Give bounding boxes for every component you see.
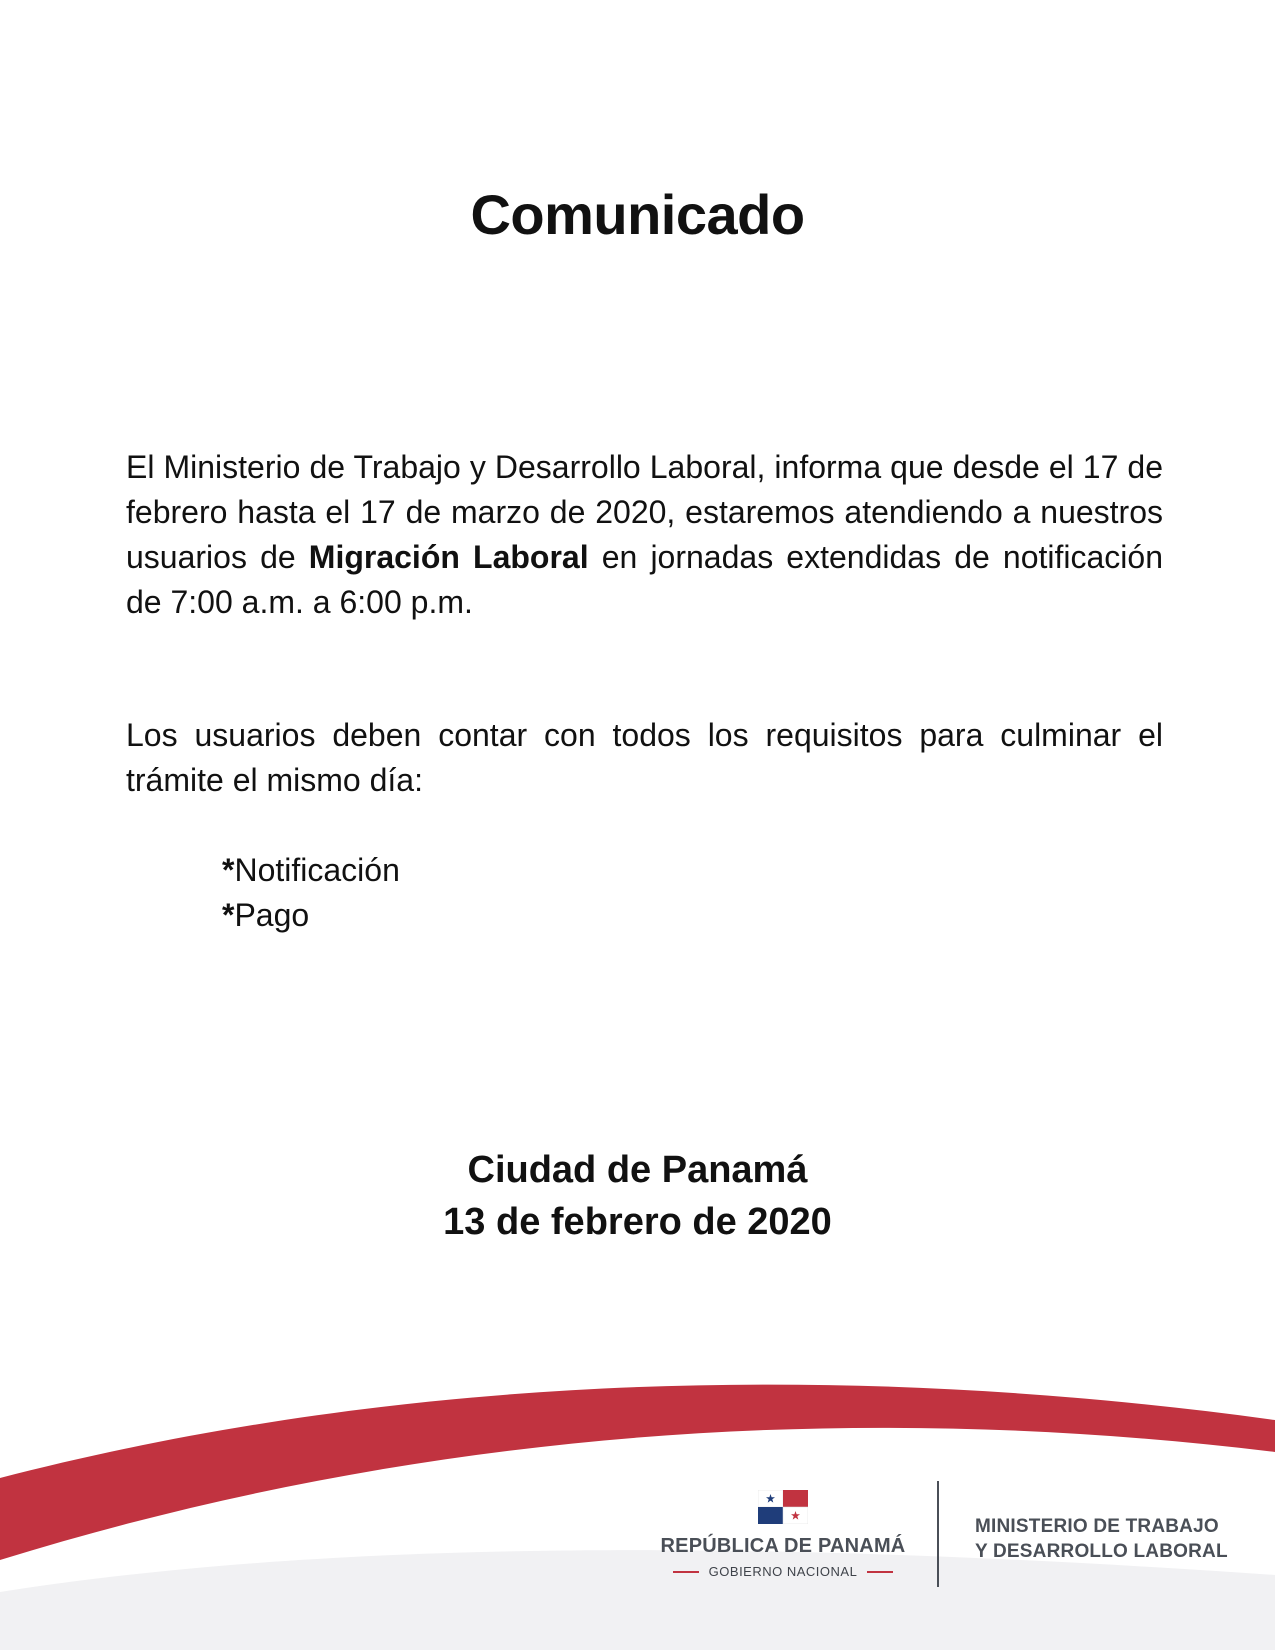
- panama-flag-icon: [758, 1490, 808, 1524]
- government-name: GOBIERNO NACIONAL: [708, 1564, 858, 1579]
- government-tagline: [655, 1564, 911, 1579]
- requirement-label: Notificación: [234, 852, 400, 888]
- list-item: [222, 893, 400, 938]
- bullet-asterisk: *: [222, 897, 235, 933]
- signature-date: 13 de febrero de 2020: [443, 1201, 832, 1243]
- paragraph-1-highlight: Migración Laboral: [308, 539, 589, 575]
- paragraph-1-text-end: en jornadas extendidas de notificación de 7:00 a.m. a 6:00 p.m.: [126, 539, 1164, 620]
- ministry-name-line-2: Y DESARROLLO LABORAL: [975, 1541, 1228, 1562]
- bullet-asterisk: *: [222, 852, 235, 888]
- body-paragraph-1: [126, 445, 1163, 625]
- requirements-list: [222, 848, 400, 938]
- logo-divider: [937, 1481, 939, 1587]
- republic-name: REPÚBLICA DE PANAMÁ: [660, 1535, 906, 1557]
- requirement-label: Pago: [234, 897, 310, 933]
- republic-logo: [655, 1490, 911, 1579]
- signature-city: Ciudad de Panamá: [467, 1149, 808, 1191]
- ministry-name: [975, 1514, 1228, 1564]
- tagline-rule-right: [867, 1571, 893, 1573]
- footer-wave-decoration: [0, 1360, 1275, 1650]
- ministry-name-line-1: MINISTERIO DE TRABAJO: [975, 1516, 1219, 1537]
- tagline-rule-left: [673, 1571, 699, 1573]
- list-item: [222, 848, 400, 893]
- paragraph-1-text-start: El Ministerio de Trabajo y Desarrollo Laboral, informa que desde el 17 de febrero hasta el 17 de marzo de 2020, estaremos atendiendo a nuestros usuarios de: [126, 449, 1163, 575]
- body-paragraph-2: Los usuarios deben contar con todos los requisitos para culminar el trámite el mismo día:: [126, 717, 1163, 798]
- grey-wave-band: [0, 1550, 1275, 1650]
- page-title: Comunicado: [470, 183, 805, 246]
